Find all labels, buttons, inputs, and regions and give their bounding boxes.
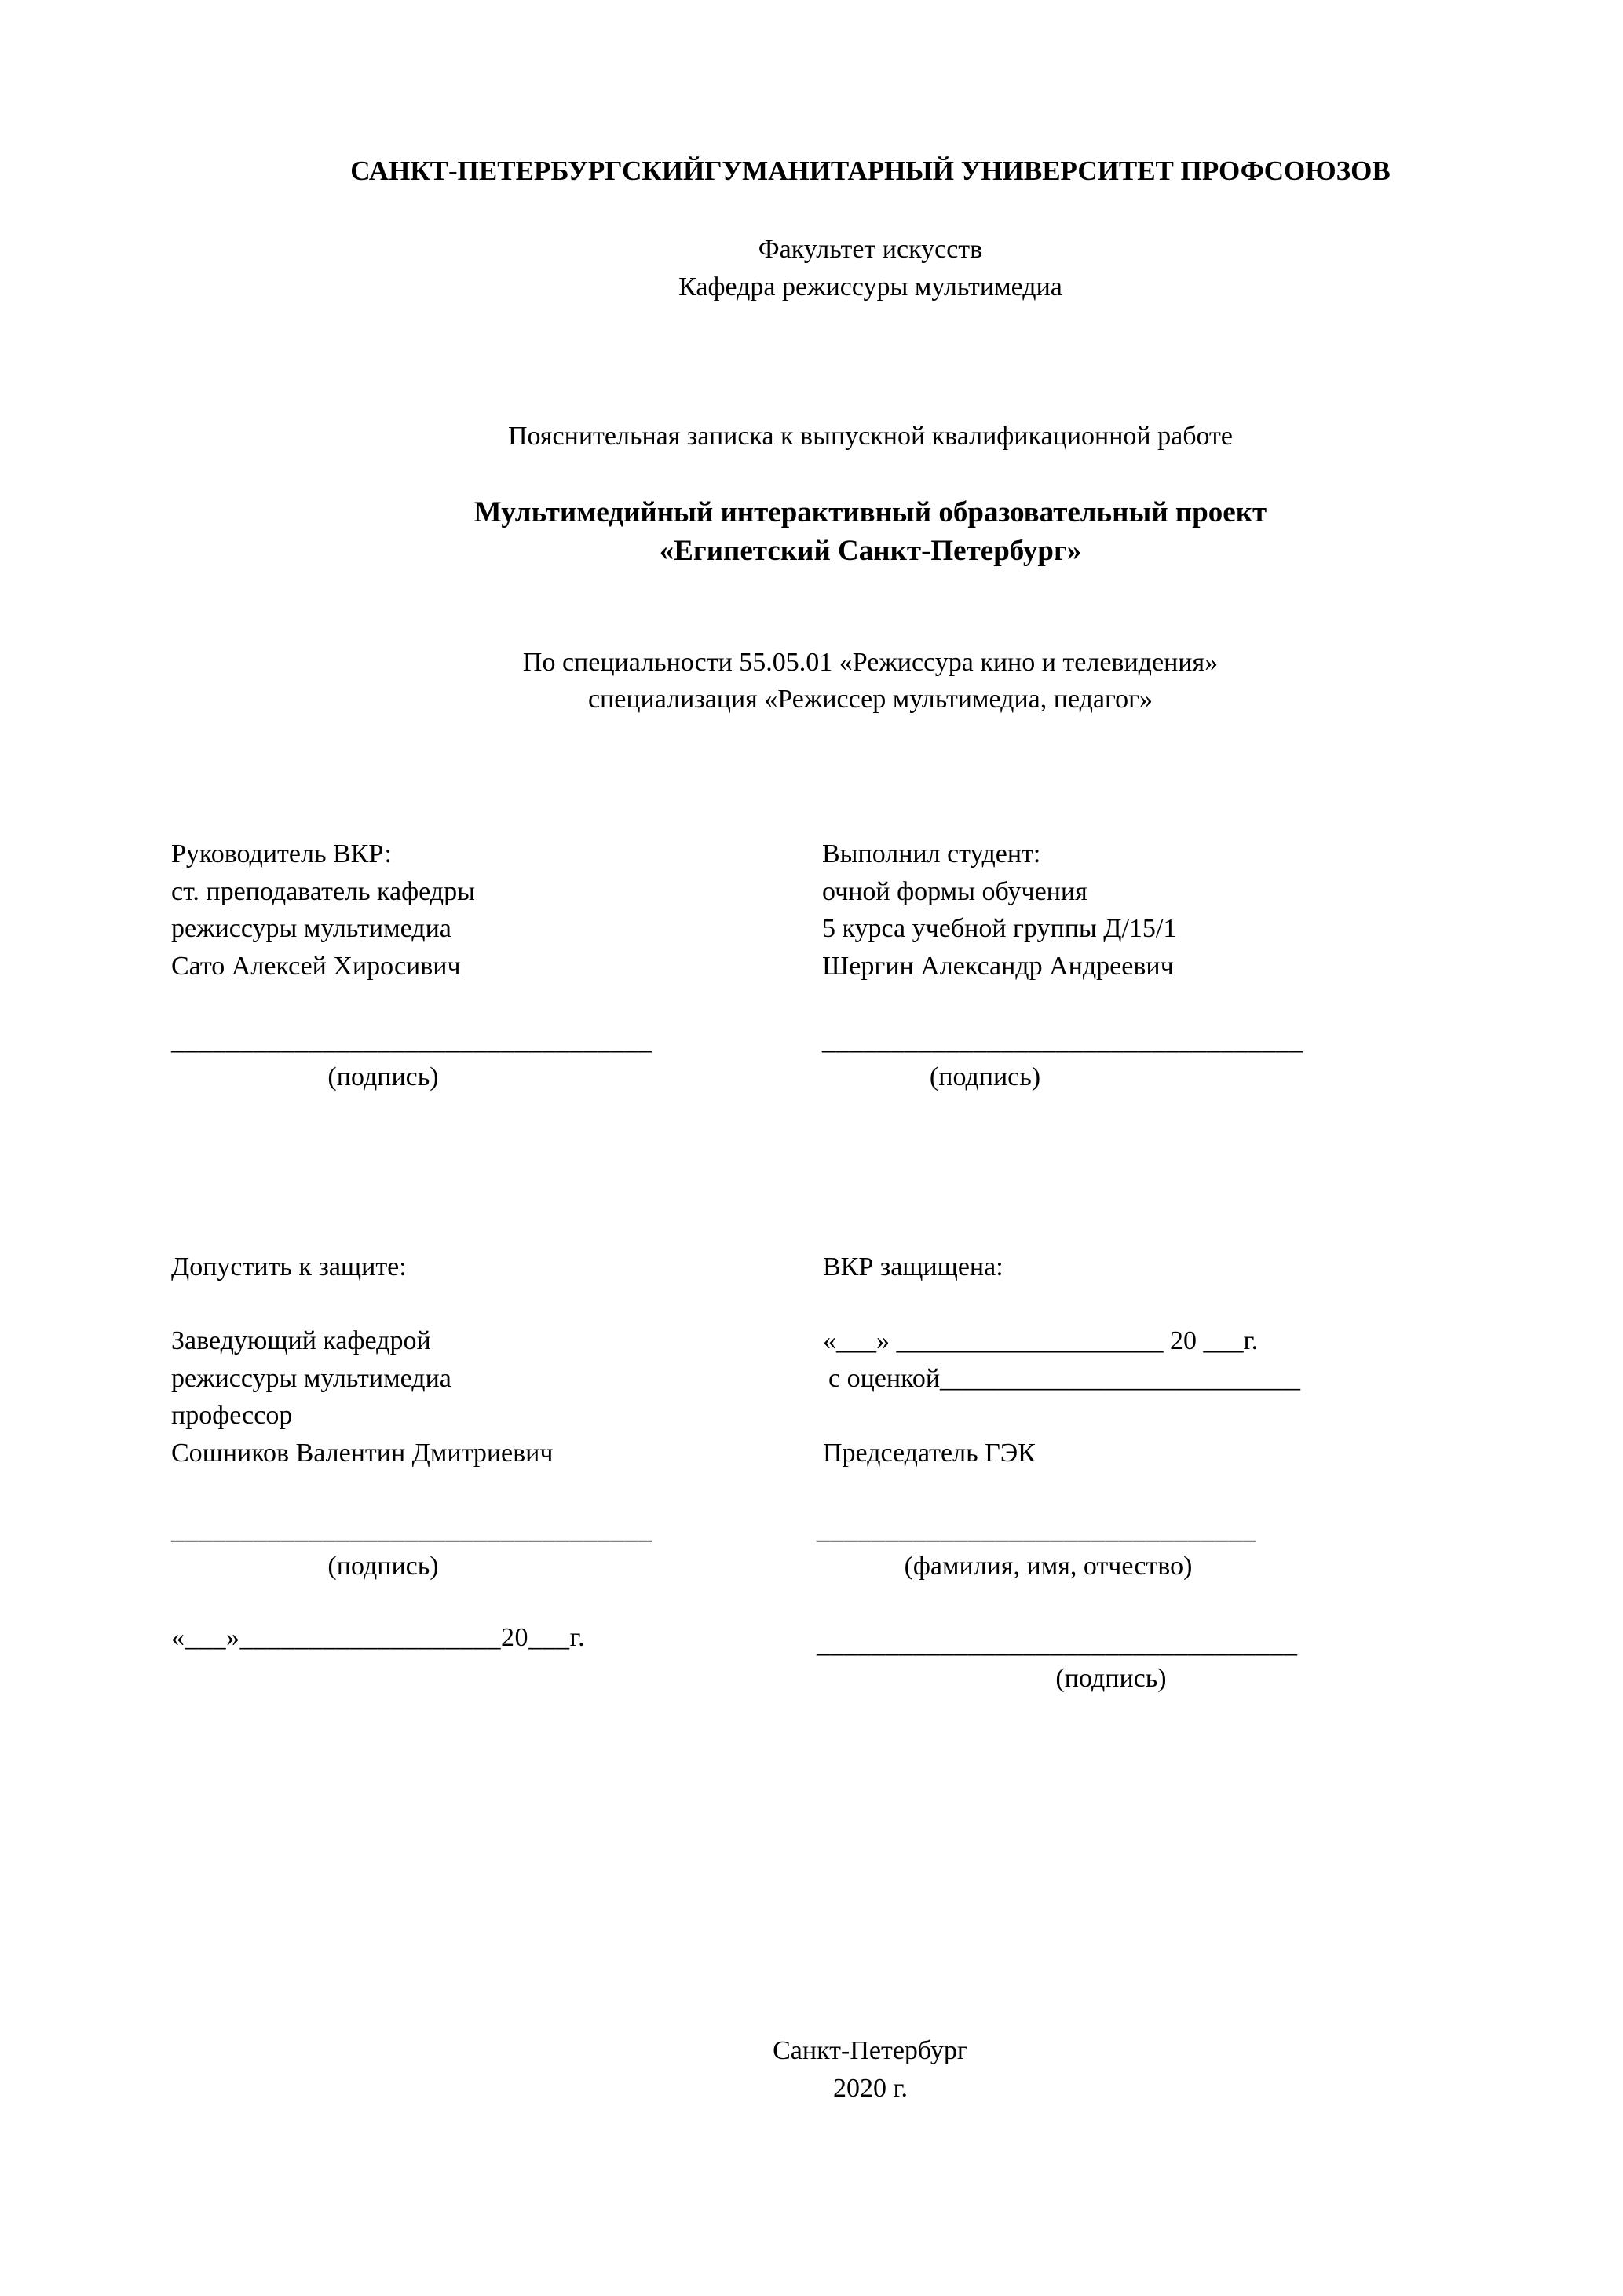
head-of-department-name: Сошников Валентин Дмитриевич (171, 1438, 554, 1468)
head-of-department-rank: профессор (171, 1401, 293, 1430)
supervisor-position-line1: ст. преподаватель кафедры (171, 876, 475, 906)
work-title-line2: «Египетский Санкт-Петербург» (659, 535, 1082, 567)
chairman-signature-caption: (подпись) (1055, 1664, 1167, 1693)
head-of-department-line2: режиссуры мультимедиа (171, 1363, 451, 1393)
defense-chairman-label: Председатель ГЭК (823, 1439, 1036, 1468)
student-role: Выполнил студент: (822, 839, 1041, 868)
admission-block (171, 1322, 553, 1472)
supervisor-signature-caption: (подпись) (327, 1062, 439, 1091)
chairman-name-caption: (фамилия, имя, отчество) (904, 1552, 1193, 1581)
chairman-signature-line: ___________________________________ (817, 1629, 1298, 1658)
admission-signature-line: ___________________________________ (171, 1515, 652, 1545)
supervisor-block (171, 835, 475, 985)
chairman-name-line: ________________________________ (817, 1515, 1256, 1545)
footer-year: 2020 г. (832, 2074, 908, 2103)
student-block (822, 835, 1176, 985)
supervisor-signature-line: ___________________________________ (171, 1026, 652, 1055)
defense-date-line: «___» ____________________ 20 ___г. (823, 1326, 1259, 1355)
department-name: Кафедра режиссуры мультимедиа (678, 272, 1062, 302)
supervisor-position-line2: режиссуры мультимедиа (171, 914, 451, 943)
supervisor-name: Сато Алексей Хиросивич (171, 951, 461, 981)
student-signature-caption: (подпись) (929, 1062, 1041, 1091)
admission-signature-caption: (подпись) (327, 1552, 439, 1581)
defense-grade-line: с оценкой___________________________ (828, 1364, 1301, 1393)
admission-heading: Допустить к защите: (171, 1252, 407, 1281)
student-study-form: очной формы обучения (822, 876, 1087, 906)
specialty-line1: По специальности 55.05.01 «Режиссура кино и телевидения» (522, 648, 1219, 677)
work-title-line1: Мультимедийный интерактивный образовательный проект (473, 496, 1267, 528)
student-group: 5 курса учебной группы Д/15/1 (822, 914, 1177, 943)
supervisor-role: Руководитель ВКР: (171, 839, 392, 868)
document-type: Пояснительная записка к выпускной квалификационной работе (508, 422, 1233, 451)
admission-date-line: «___»___________________20___г. (171, 1623, 586, 1652)
specialty-line2: специализация «Режиссер мультимедиа, педагог» (587, 685, 1153, 714)
faculty-name: Факультет искусств (758, 235, 983, 264)
footer-city: Санкт-Петербург (773, 2036, 968, 2065)
university-name: САНКТ-ПЕТЕРБУРГСКИЙГУМАНИТАРНЫЙ УНИВЕРСИТЕТ ПРОФСОЮЗОВ (350, 155, 1391, 186)
head-of-department-line1: Заведующий кафедрой (171, 1326, 431, 1355)
student-signature-line: ___________________________________ (822, 1026, 1303, 1055)
student-name: Шергин Александр Андреевич (822, 951, 1174, 981)
defense-heading: ВКР защищена: (823, 1252, 1003, 1281)
